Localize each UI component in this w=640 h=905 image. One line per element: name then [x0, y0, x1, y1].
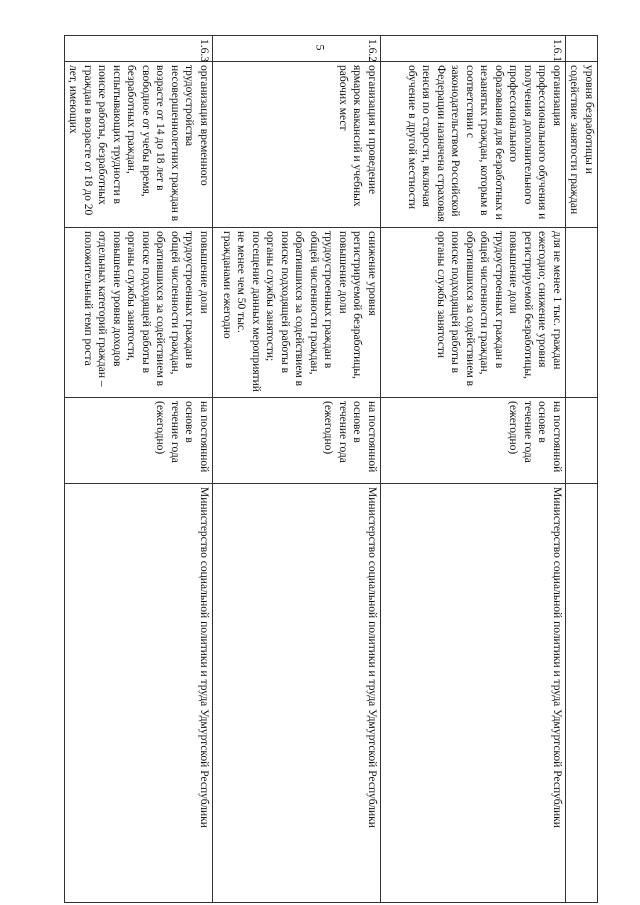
cell-responsible: Министерство социальной политики и труда Удмуртской Республики: [213, 484, 381, 903]
cell-term: на постоянной основе в течение года (ежегодно): [381, 398, 566, 484]
table-row: [381, 36, 566, 903]
cell-responsible: Министерство социальной политики и труда Удмуртской Республики: [65, 484, 213, 903]
table-row-continuation: [566, 36, 598, 903]
cell-continuation-text: уровня безработицы и содействие занятости граждан: [566, 62, 598, 228]
page-number: 5: [313, 44, 328, 51]
cell-event: организация профессионального обучения и получения дополнительного профессионального образования для безработных и незанятых граждан, которым в соответствии с законодательством Российской Федерации назначена страховая пенсия по старости, включая обучение в другой местности: [381, 62, 566, 228]
table-row: [213, 36, 381, 903]
cell-event: организация и проведение ярмарок вакансий и учебных рабочих мест: [213, 62, 381, 228]
cell-num: 1.6.2: [213, 36, 381, 62]
cell-num: 1.6.3: [65, 36, 213, 62]
cell-result: повышение доли трудоустроенных граждан в общей численности граждан, обратившихся за содействием в поиске подходящей работы в органы службы занятости, повышение уровня доходов отдельных категорий граждан – положительный темп роста: [65, 228, 213, 398]
cell-num: [566, 36, 598, 62]
table-row: [65, 36, 213, 903]
cell-event: организация временного трудоустройства несовершеннолетних граждан в возрасте от 14 до 18 лет в свободное от учебы время, безработных граждан, испытывающих трудности в поиске работы, безработных граждан в возрасте от 18 до 20 лет, имеющих: [65, 62, 213, 228]
cell-term: на постоянной основе в течение года (ежегодно): [213, 398, 381, 484]
cell-responsible: [566, 484, 598, 903]
cell-result: [566, 228, 598, 398]
rotated-table-container: [67, 35, 598, 903]
cell-num: 1.6.1: [381, 36, 566, 62]
cell-term: [566, 398, 598, 484]
measures-table: [64, 35, 598, 903]
cell-responsible: Министерство социальной политики и труда Удмуртской Республики: [381, 484, 566, 903]
cell-result: снижение уровня регистрируемой безработицы, повышение доли трудоустроенных граждан в общей численности граждан, обратившихся за содействием в поиске подходящей работы в органы службы занятости; посещение данных мероприятий не менее чем 50 тыс. гражданами ежегодно: [213, 228, 381, 398]
cell-result: для не менее 1 тыс. граждан ежегодно; снижение уровня регистрируемой безработицы, повышение доли трудоустроенных граждан в общей численности граждан, обратившихся за содействием в поиске подходящей работы в органы службы занятости: [381, 228, 566, 398]
cell-term: на постоянной основе в течение года (ежегодно): [65, 398, 213, 484]
